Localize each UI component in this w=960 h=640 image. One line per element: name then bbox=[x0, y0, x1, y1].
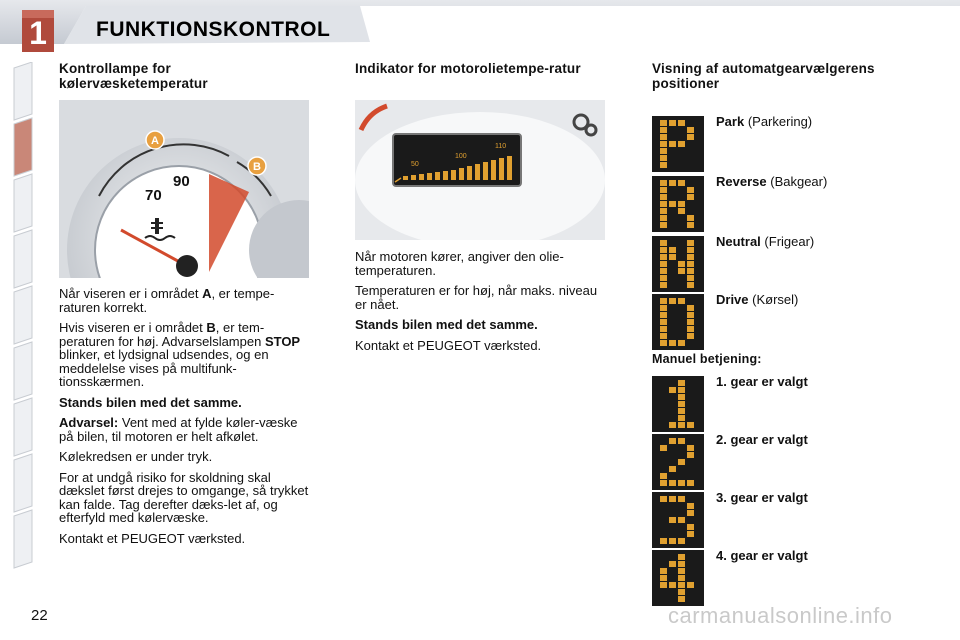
stop-instruction: Stands bilen med det samme. bbox=[59, 394, 242, 410]
gear-label-d bbox=[716, 292, 798, 307]
led-segment bbox=[660, 247, 667, 253]
led-segment bbox=[660, 120, 667, 126]
led-segment bbox=[678, 582, 685, 588]
led-segment bbox=[669, 247, 676, 253]
led-segment bbox=[678, 387, 685, 393]
text-span: Vent med at fylde køler-væske på bilen, til motoren er helt afkølet. bbox=[59, 415, 298, 444]
gear-description: (Parkering) bbox=[747, 114, 813, 129]
led-segment bbox=[678, 408, 685, 414]
led-segment bbox=[660, 215, 667, 221]
led-segment bbox=[678, 261, 685, 267]
led-segment bbox=[660, 496, 667, 502]
led-segment bbox=[660, 319, 667, 325]
gear-indicator-d bbox=[652, 294, 704, 350]
led-segment bbox=[678, 120, 685, 126]
led-segment bbox=[687, 480, 694, 486]
led-segment bbox=[687, 305, 694, 311]
led-segment bbox=[660, 268, 667, 274]
led-segment bbox=[678, 517, 685, 523]
led-segment bbox=[687, 326, 694, 332]
zone-b-label: B bbox=[253, 161, 261, 173]
led-segment bbox=[687, 524, 694, 530]
coolant-paragraph-3 bbox=[59, 396, 309, 410]
gear-name: Park bbox=[716, 114, 745, 129]
led-segment bbox=[687, 134, 694, 140]
gear-label-2: 2. gear er valgt bbox=[716, 432, 808, 447]
coolant-heading: Kontrollampe for kølervæsketemperatur bbox=[59, 61, 208, 91]
led-segment bbox=[660, 275, 667, 281]
coolant-paragraph-5: Kølekredsen er under tryk. bbox=[59, 449, 213, 464]
led-segment bbox=[678, 298, 685, 304]
oil-paragraph-2: Temperaturen er for høj, når maks. niveau er nået. bbox=[355, 283, 598, 312]
stop-ref: STOP bbox=[264, 333, 301, 349]
led-segment bbox=[678, 180, 685, 186]
led-segment bbox=[660, 473, 667, 479]
led-segment bbox=[660, 575, 667, 581]
led-segment bbox=[687, 240, 694, 246]
led-segment bbox=[687, 531, 694, 537]
led-segment bbox=[669, 438, 676, 444]
gear-description: (Bakgear) bbox=[770, 174, 828, 189]
text-span: Hvis viseren er i området bbox=[59, 320, 207, 335]
gear-description: (Kørsel) bbox=[752, 292, 799, 307]
led-segment bbox=[660, 194, 667, 200]
led-segment bbox=[660, 148, 667, 154]
coolant-text bbox=[59, 287, 309, 552]
led-segment bbox=[669, 496, 676, 502]
led-segment bbox=[678, 459, 685, 465]
chapter-number: 1 bbox=[29, 15, 47, 51]
display-tick-100: 100 bbox=[455, 153, 467, 160]
zone-a-ref: A bbox=[202, 286, 212, 301]
coolant-paragraph-2 bbox=[59, 321, 309, 389]
page-title: FUNKTIONSKONTROL bbox=[96, 18, 331, 41]
text-span: blinker, et lydsignal udsendes, og en meddelelse vises på multifunk-tionsskærmen. bbox=[59, 347, 269, 389]
led-segment bbox=[687, 319, 694, 325]
led-segment bbox=[669, 582, 676, 588]
led-segment bbox=[660, 155, 667, 161]
led-segment bbox=[687, 194, 694, 200]
led-segment bbox=[669, 466, 676, 472]
led-segment bbox=[678, 401, 685, 407]
led-segment bbox=[660, 187, 667, 193]
gear-name: Drive bbox=[716, 292, 749, 307]
led-segment bbox=[660, 445, 667, 451]
led-segment bbox=[660, 480, 667, 486]
gauge-tick-90: 90 bbox=[173, 173, 190, 190]
coolant-paragraph-1 bbox=[59, 287, 309, 314]
text-span: Når viseren er i området bbox=[59, 286, 203, 301]
column-gear-selector bbox=[652, 62, 902, 91]
watermark: carmanualsonline.info bbox=[668, 603, 893, 628]
led-segment bbox=[678, 589, 685, 595]
led-segment bbox=[660, 180, 667, 186]
gear-label-p bbox=[716, 114, 812, 129]
led-segment bbox=[687, 582, 694, 588]
led-segment bbox=[678, 268, 685, 274]
led-segment bbox=[678, 561, 685, 567]
led-segment bbox=[660, 222, 667, 228]
gear-indicator-4 bbox=[652, 550, 704, 606]
gauge-tick-70: 70 bbox=[145, 187, 162, 204]
manual-heading: Manuel betjening: bbox=[652, 352, 762, 366]
led-segment bbox=[660, 261, 667, 267]
stop-instruction: Stands bilen med det samme. bbox=[355, 317, 538, 332]
zone-b-ref: B bbox=[206, 320, 216, 335]
led-segment bbox=[669, 298, 676, 304]
warning-label: Advarsel: bbox=[59, 415, 119, 430]
oil-paragraph-3 bbox=[355, 318, 605, 332]
oil-paragraph-1: Når motoren kører, angiver den olie-temperaturen. bbox=[355, 249, 564, 278]
led-segment bbox=[660, 538, 667, 544]
led-segment bbox=[669, 538, 676, 544]
gear-label-n bbox=[716, 234, 814, 249]
gear-name: Neutral bbox=[716, 234, 761, 249]
led-segment bbox=[669, 340, 676, 346]
led-segment bbox=[678, 208, 685, 214]
oil-temperature-display-illustration bbox=[355, 100, 605, 240]
chapter-tab-rail bbox=[0, 62, 34, 577]
led-segment bbox=[678, 201, 685, 207]
coolant-gauge-illustration bbox=[59, 100, 309, 278]
zone-a-label: A bbox=[151, 135, 159, 147]
led-segment bbox=[678, 422, 685, 428]
led-segment bbox=[669, 422, 676, 428]
gear-label-4: 4. gear er valgt bbox=[716, 548, 808, 563]
led-segment bbox=[678, 480, 685, 486]
oil-paragraph-4: Kontakt et PEUGEOT værksted. bbox=[355, 337, 542, 353]
led-segment bbox=[687, 268, 694, 274]
gear-indicator-p bbox=[652, 116, 704, 172]
gear-label-1: 1. gear er valgt bbox=[716, 374, 808, 389]
column-oil-temperature bbox=[355, 62, 605, 77]
gear-label-3: 3. gear er valgt bbox=[716, 490, 808, 505]
led-segment bbox=[678, 380, 685, 386]
led-segment bbox=[660, 240, 667, 246]
led-segment bbox=[660, 312, 667, 318]
led-segment bbox=[660, 254, 667, 260]
led-segment bbox=[687, 445, 694, 451]
led-segment bbox=[660, 340, 667, 346]
led-segment bbox=[678, 141, 685, 147]
led-segment bbox=[687, 510, 694, 516]
led-segment bbox=[660, 568, 667, 574]
gear-indicator-r bbox=[652, 176, 704, 232]
led-segment bbox=[669, 561, 676, 567]
led-segment bbox=[687, 312, 694, 318]
led-segment bbox=[669, 180, 676, 186]
led-segment bbox=[660, 162, 667, 168]
led-segment bbox=[660, 333, 667, 339]
led-segment bbox=[678, 394, 685, 400]
led-segment bbox=[669, 480, 676, 486]
gear-indicator-n bbox=[652, 236, 704, 292]
coolant-paragraph-7: Kontakt et PEUGEOT værksted. bbox=[59, 530, 246, 546]
led-segment bbox=[687, 187, 694, 193]
display-tick-110: 110 bbox=[495, 143, 507, 150]
led-segment bbox=[687, 422, 694, 428]
led-segment bbox=[687, 452, 694, 458]
led-segment bbox=[678, 568, 685, 574]
led-segment bbox=[687, 127, 694, 133]
gear-indicator-2 bbox=[652, 434, 704, 490]
led-segment bbox=[660, 141, 667, 147]
led-segment bbox=[678, 496, 685, 502]
led-segment bbox=[660, 201, 667, 207]
gear-heading: Visning af automatgearvælgerens positioner bbox=[652, 61, 875, 91]
gear-name: Reverse bbox=[716, 174, 767, 189]
column-coolant bbox=[59, 62, 309, 91]
led-segment bbox=[660, 582, 667, 588]
led-segment bbox=[669, 141, 676, 147]
led-segment bbox=[678, 415, 685, 421]
led-segment bbox=[660, 208, 667, 214]
gear-indicator-1 bbox=[652, 376, 704, 432]
gear-label-r bbox=[716, 174, 827, 189]
led-segment bbox=[687, 282, 694, 288]
led-segment bbox=[687, 503, 694, 509]
page-number: 22 bbox=[31, 607, 48, 624]
led-segment bbox=[678, 538, 685, 544]
led-segment bbox=[687, 215, 694, 221]
led-segment bbox=[678, 438, 685, 444]
led-segment bbox=[669, 254, 676, 260]
led-segment bbox=[669, 387, 676, 393]
led-segment bbox=[660, 134, 667, 140]
led-segment bbox=[660, 282, 667, 288]
led-segment bbox=[678, 340, 685, 346]
text-span: , er tempe-raturen korrekt. bbox=[59, 286, 275, 315]
gear-indicator-3 bbox=[652, 492, 704, 548]
led-segment bbox=[678, 554, 685, 560]
led-segment bbox=[687, 275, 694, 281]
led-segment bbox=[678, 596, 685, 602]
oil-text bbox=[355, 250, 605, 359]
led-segment bbox=[687, 222, 694, 228]
oil-heading: Indikator for motorolietempe-ratur bbox=[355, 61, 581, 76]
led-segment bbox=[669, 517, 676, 523]
led-segment bbox=[669, 201, 676, 207]
led-segment bbox=[687, 254, 694, 260]
led-segment bbox=[660, 305, 667, 311]
led-segment bbox=[669, 120, 676, 126]
chapter-badge bbox=[18, 8, 58, 54]
led-segment bbox=[687, 247, 694, 253]
coolant-paragraph-4 bbox=[59, 416, 309, 443]
led-segment bbox=[660, 298, 667, 304]
led-segment bbox=[687, 261, 694, 267]
text-span: , er tem-peraturen for høj. Advarselslampen bbox=[59, 320, 265, 349]
led-segment bbox=[660, 127, 667, 133]
display-tick-50: 50 bbox=[411, 161, 419, 168]
coolant-paragraph-6: For at undgå risiko for skoldning skal dækslet først drejes to omgange, så trykket kan falde. Tag derefter dæks-let af, og efterfyld med kølervæske. bbox=[59, 469, 309, 525]
manual-heading-block bbox=[652, 352, 902, 367]
led-segment bbox=[660, 326, 667, 332]
led-segment bbox=[678, 575, 685, 581]
gear-description: (Frigear) bbox=[764, 234, 815, 249]
led-segment bbox=[687, 333, 694, 339]
